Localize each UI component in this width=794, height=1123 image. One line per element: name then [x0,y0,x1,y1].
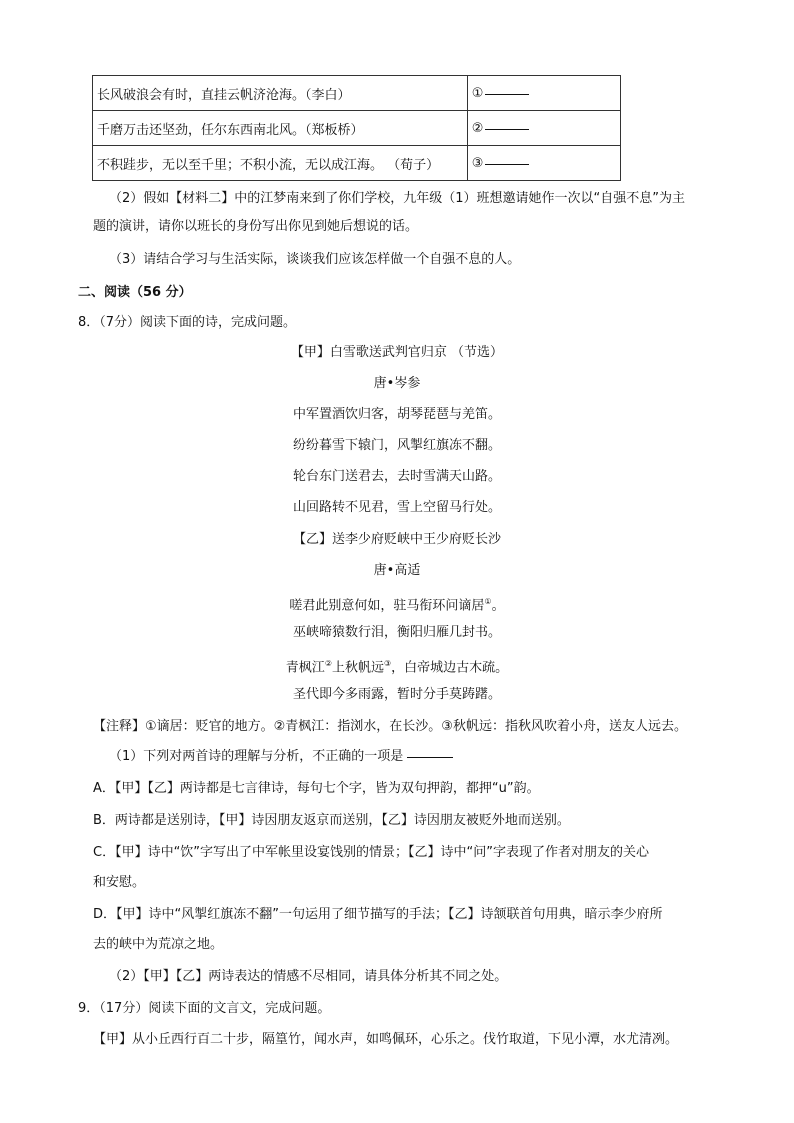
poem-a-line: 轮台东门送君去，去时雪满天山路。 [292,469,501,484]
answer-blank[interactable] [485,94,529,95]
poem-notes: 【注释】①谪居：贬官的地方。②青枫江：指浏水，在长沙。③秋帆远：指秋风吹着小舟，送友人远去。 [93,719,687,734]
option-b[interactable]: B．两诗都是送别诗，【甲】诗因朋友返京而送别，【乙】诗因朋友被贬外地而送别。 [93,813,570,828]
answer-marker: ③ [471,155,484,171]
poem-b-line: 巫峡啼猿数行泪，衡阳归雁几封书。 [292,625,501,640]
table-row [93,76,621,111]
footnote-marker: ① [484,597,492,606]
poem-a-line: 中军置酒饮归客，胡琴琵琶与羌笛。 [292,407,501,422]
answer-cell[interactable] [467,111,620,146]
q9-intro: 9．（17分）阅读下面的文言文，完成问题。 [78,1001,331,1016]
q7-part2-line1: （2）假如【材料二】中的江梦南来到了你们学校，九年级（1）班想邀请她作一次以“自强不息”为主 [109,191,686,206]
poem-b-title: 【乙】送李少府贬峡中王少府贬长沙 [292,532,501,547]
answer-marker: ② [471,120,484,136]
poem-b-text: ，白帝城边古木疏。 [391,660,509,676]
option-c-line1[interactable]: C．【甲】诗中“饮”字写出了中军帐里设宴饯别的情景；【乙】诗中“问”字表现了作者对朋友的关心 [93,845,650,860]
poem-b-line: 圣代即今多雨露，暂时分手莫踌躇。 [292,687,501,702]
q7-part3: （3）请结合学习与生活实际，谈谈我们应该怎样做一个自强不息的人。 [109,252,521,267]
table-row [93,111,621,146]
answer-marker: ① [471,85,484,101]
footnote-marker: ② [324,659,332,668]
poem-a-title: 【甲】白雪歌送武判官归京 （节选） [290,345,504,360]
q8-sub2: （2）【甲】【乙】两诗表达的情感不尽相同，请具体分析其不同之处。 [109,969,508,984]
q8-sub1-prompt: （1）下列对两首诗的理解与分析，不正确的一项是 [109,749,404,764]
poem-a-line: 山回路转不见君，雪上空留马行处。 [292,500,501,515]
section-heading-reading: 二、阅读（56 分） [78,285,192,300]
poem-b-text: 上秋帆远 [331,660,384,676]
quote-table [92,75,621,181]
quote-cell: 不积跬步，无以至千里；不积小流，无以成江海。 （荀子） [93,146,468,181]
q8-sub1 [109,747,453,767]
poem-b-text: 嗟君此别意何如，驻马衔环问谪居 [289,598,485,614]
poem-a-author: 唐•岑参 [373,376,421,391]
quote-cell: 千磨万击还坚劲，任尔东西南北风。（郑板桥） [93,111,468,146]
answer-cell[interactable] [467,76,620,111]
poem-b-line [0,592,794,616]
poem-b-author: 唐•高适 [373,563,421,578]
answer-blank[interactable] [485,129,529,130]
answer-blank[interactable] [485,164,529,165]
poem-b-text: 青枫江 [285,660,325,676]
option-a[interactable]: A．【甲】【乙】两诗都是七言律诗，每句七个字，皆为双句押韵，都押“u”韵。 [93,781,540,796]
poem-a-line: 纷纷暮雪下辕门，风掣红旗冻不翻。 [292,438,501,453]
q9-passage-a: 【甲】从小丘西行百二十步，隔篁竹，闻水声，如鸣佩环，心乐之。伐竹取道，下见小潭，水尤清冽。 [93,1032,679,1047]
poem-b-text: 。 [491,598,505,614]
table-row [93,146,621,181]
answer-cell[interactable] [467,146,620,181]
option-c-line2: 和安慰。 [93,875,146,890]
answer-blank[interactable] [407,757,453,758]
footnote-marker: ③ [384,659,392,668]
option-d-line1[interactable]: D．【甲】诗中“风掣红旗冻不翻”一句运用了细节描写的手法；【乙】诗颔联首句用典，暗示李少府所 [93,907,663,922]
option-d-line2: 去的峡中为荒凉之地。 [93,937,224,952]
q8-intro: 8．（7分）阅读下面的诗，完成问题。 [78,315,297,330]
q7-part2-line2: 题的演讲，请你以班长的身份写出你见到她后想说的话。 [93,219,419,234]
quote-cell: 长风破浪会有时，直挂云帆济沧海。（李白） [93,76,468,111]
poem-b-line [0,654,794,678]
